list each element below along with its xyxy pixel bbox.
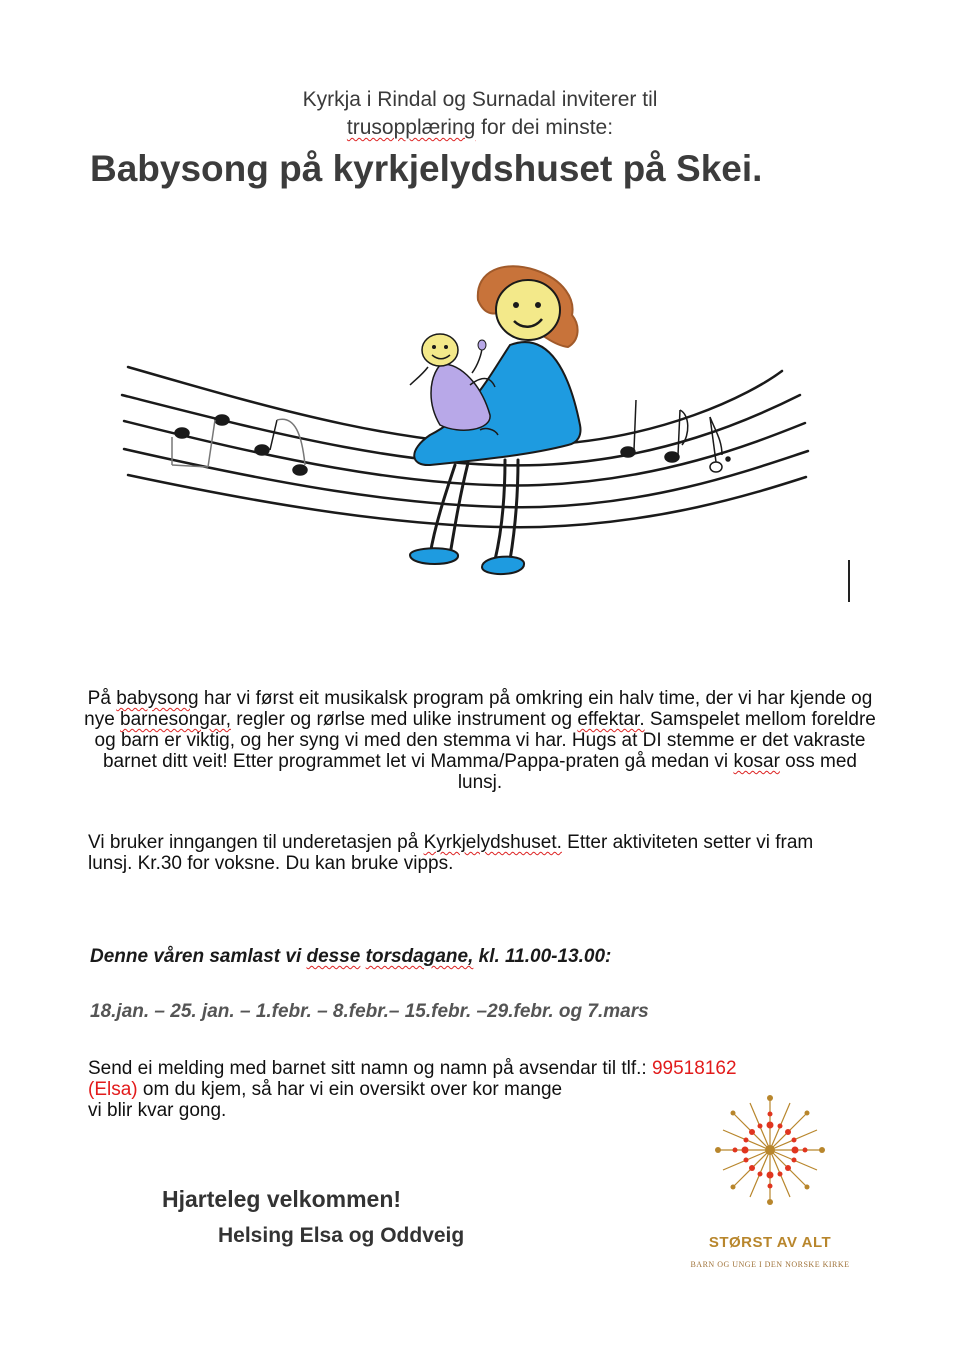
- entrance-info: Vi bruker inngangen til underetasjen på Kyrkjelydshuset. Etter aktiviteten setter vi fram lunsj. Kr.30 for voksne. Du kan bruke vipps.: [88, 832, 814, 874]
- schedule-dates: 18.jan. – 25. jan. – 1.febr. – 8.febr.– 15.febr. –29.febr. og 7.mars: [90, 1001, 649, 1022]
- intro-line-2: trusopplæring for dei minste:: [346, 116, 614, 139]
- logo-title: STØRST AV ALT: [708, 1234, 832, 1251]
- text-cursor: [848, 560, 850, 602]
- intro-text: [180, 86, 780, 142]
- schedule-heading: Denne våren samlast vi desse torsdagane, kl. 11.00-13.00:: [90, 946, 612, 967]
- mother-face: [496, 280, 560, 340]
- figure-legs: [430, 460, 518, 560]
- welcome-text: Hjarteleg velkommen!: [162, 1186, 402, 1212]
- left-shoe: [410, 548, 458, 564]
- baby-face: [422, 334, 458, 366]
- logo-subtitle: BARN OG UNGE I DEN NORSKE KIRKE: [690, 1260, 850, 1269]
- baby-body: [431, 364, 490, 430]
- intro-line-1: Kyrkja i Rindal og Surnadal inviterer til: [302, 88, 658, 111]
- greeting-text: Helsing Elsa og Oddveig: [218, 1224, 465, 1247]
- page-title: Babysong på kyrkjelydshuset på Skei.: [90, 148, 763, 189]
- contact-name: (Elsa): [88, 1079, 138, 1100]
- phone-number: 99518162: [651, 1058, 737, 1079]
- trusopplaering-word: trusopplæring: [346, 116, 476, 139]
- right-shoe: [482, 557, 524, 574]
- contact-info: Send ei melding med barnet sitt namn og namn på avsendar til tlf.: 99518162 (Elsa) om du kjem, så har vi ein oversikt over kor mange vi blir kvar gong.: [88, 1058, 737, 1121]
- program-description: På babysong har vi først eit musikalsk program på omkring ein halv time, der vi har kjende og nye barnesongar, regler og rørlse med ulike instrument og effektar. Samspelet mellom foreldre og barn er viktig, og her syng vi med den stemma vi har. Hugs at DI stemme er det vakraste barnet ditt veit! Etter programmet let vi Mamma/Pappa-praten gå medan vi kosar oss med lunsj.: [84, 688, 876, 793]
- babysong-illustration: [110, 255, 850, 615]
- storst-av-alt-logo: [690, 1090, 850, 1210]
